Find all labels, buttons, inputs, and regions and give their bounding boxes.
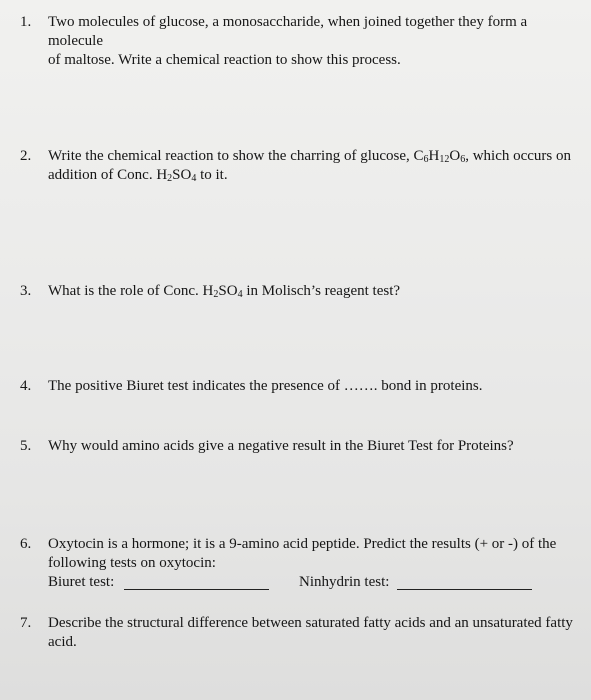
question-text [48, 147, 578, 185]
question-number: 2. [20, 148, 32, 164]
biuret-answer-blank[interactable] [124, 575, 269, 590]
tests-row [48, 573, 578, 592]
question-number: 4. [20, 378, 32, 394]
ninhydrin-test-label: Ninhydrin test: [299, 574, 390, 590]
question-text: Why would amino acids give a negative result in the Biuret Test for Proteins? [48, 438, 514, 454]
question-line: addition of Conc. $H_2SO_4$ to it. [48, 167, 228, 184]
question-number: 7. [20, 615, 32, 631]
question-line: following tests on oxytocin: [48, 555, 216, 571]
question-number: 3. [20, 283, 32, 299]
question-line: Two molecules of glucose, a monosaccharide, when joined together they form a molecule [48, 14, 528, 49]
question-text: The positive Biuret test indicates the presence of ……. bond in proteins. [48, 378, 483, 394]
question-text [48, 535, 578, 592]
question-line: Write the chemical reaction to show the charring of glucose, $C_6H_{12}O_6$, which occurs on [48, 148, 572, 165]
question-line: Oxytocin is a hormone; it is a 9-amino acid peptide. Predict the results (+ or -) of the [48, 536, 557, 552]
question-number: 6. [20, 536, 32, 552]
ninhydrin-answer-blank[interactable] [397, 575, 532, 590]
question-text: What is the role of Conc. $H_2SO_4$ in Molisch’s reagent test? [48, 283, 401, 300]
question-text [48, 13, 578, 70]
question-line: acid. [48, 634, 77, 650]
question-number: 1. [20, 14, 32, 30]
biuret-test-label: Biuret test: [48, 574, 115, 590]
question-line: of maltose. Write a chemical reaction to show this process. [48, 52, 401, 68]
question-number: 5. [20, 438, 32, 454]
question-line: Describe the structural difference between saturated fatty acids and an unsaturated fatty [48, 615, 573, 631]
question-text [48, 614, 578, 652]
